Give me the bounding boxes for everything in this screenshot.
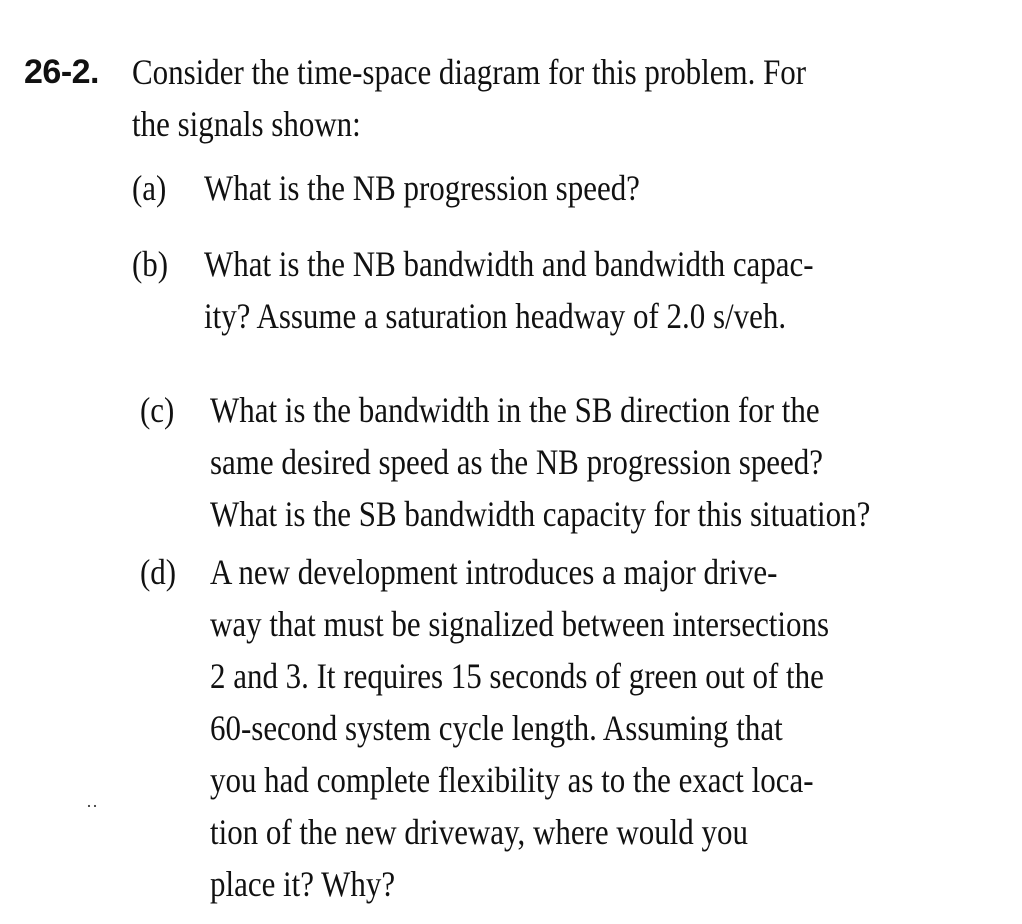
part-a-line-1: What is the NB progression speed?	[204, 168, 640, 208]
part-d-line-6: tion of the new driveway, where would you	[210, 812, 748, 852]
part-d-label: (d)	[140, 552, 177, 592]
part-c-label: (c)	[140, 390, 175, 430]
part-d-line-5: you had complete flexibility as to the exact loca-	[210, 760, 814, 800]
intro-line-2: the signals shown:	[132, 104, 361, 144]
intro-line-1: Consider the time-space diagram for this problem. For	[132, 52, 807, 92]
part-d-text	[210, 546, 1022, 910]
part-b-text	[204, 238, 1022, 342]
scan-speck: ··	[86, 796, 98, 816]
part-c-line-2: same desired speed as the NB progression speed?	[210, 442, 824, 482]
part-c-line-1: What is the bandwidth in the SB direction for the	[210, 390, 820, 430]
part-a-label: (a)	[132, 168, 167, 208]
part-b-line-2: ity? Assume a saturation headway of 2.0 s/veh.	[204, 296, 787, 336]
part-a-text	[204, 162, 1022, 214]
part-d-line-4: 60-second system cycle length. Assuming that	[210, 708, 783, 748]
part-c-line-3: What is the SB bandwidth capacity for this situation?	[210, 494, 871, 534]
part-d-line-2: way that must be signalized between intersections	[210, 604, 830, 644]
problem-number: 26-2.	[24, 53, 99, 91]
part-d-line-7: place it? Why?	[210, 864, 396, 904]
problem-intro	[132, 46, 992, 150]
part-b-label: (b)	[132, 244, 169, 284]
part-d-line-3: 2 and 3. It requires 15 seconds of green out of the	[210, 656, 824, 696]
part-b-line-1: What is the NB bandwidth and bandwidth capac-	[204, 244, 814, 284]
part-c-text	[210, 384, 1022, 540]
part-d-line-1: A new development introduces a major drive-	[210, 552, 778, 592]
